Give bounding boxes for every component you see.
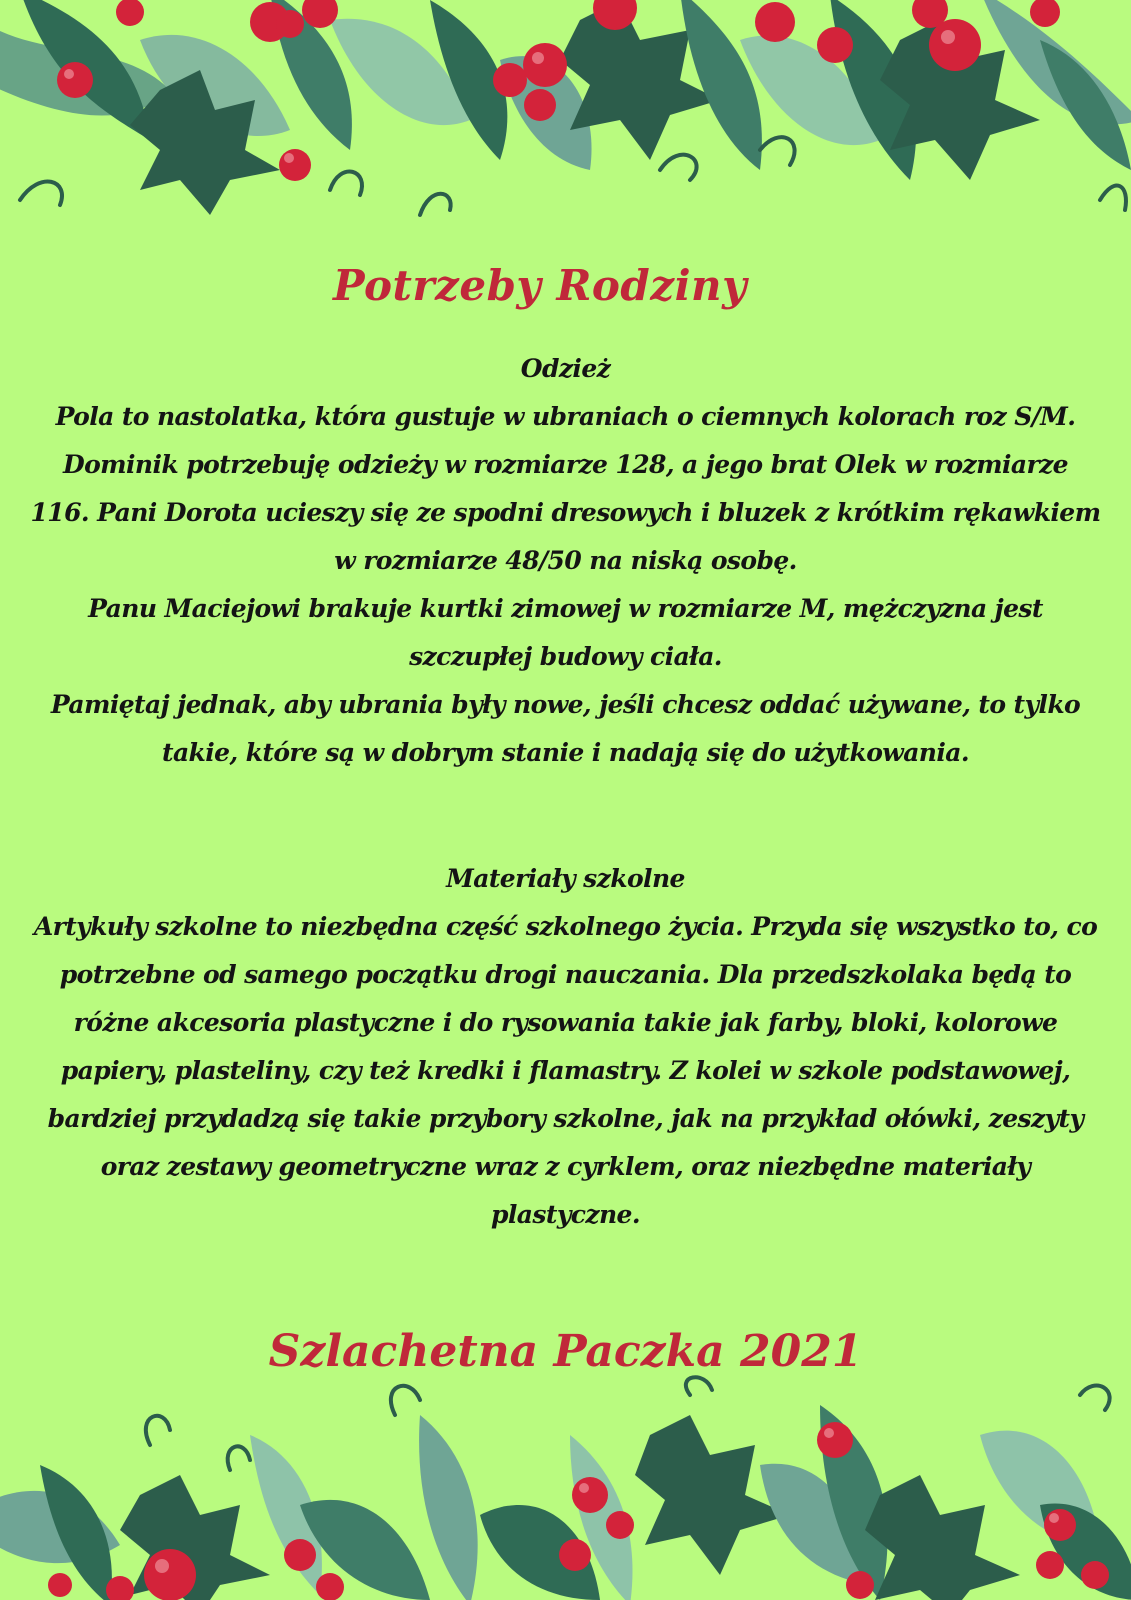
- footer-title: Szlachetna Paczka 2021: [268, 1326, 863, 1377]
- section-clothing: [30, 345, 1101, 777]
- school-supplies-paragraph: Artykuły szkolne to niezbędna część szkolnego życia. Przyda się wszystko to, co potrzebne od samego początku drogi nauczania. Dla przedszkolaka będą to różne akcesoria plastyczne i do rysowania takie jak farby, bloki, kolorowe papiery, plasteliny, czy też kredki i flamastry. Z kolei w szkole podstawowej, bardziej przydadzą się takie przybory szkolne, jak na przykład ołówki, zeszyty oraz zestawy geometryczne wraz z cyrklem, oraz niezbędne materiały plastyczne.: [33, 912, 1098, 1229]
- section-heading-school-supplies: Materiały szkolne: [446, 864, 685, 893]
- clothing-paragraph-note: Pamiętaj jednak, aby ubrania były nowe, jeśli chcesz oddać używane, to tylko takie, które są w dobrym stanie i nadają się do użytkowania.: [50, 690, 1081, 767]
- section-heading-clothing: Odzież: [520, 354, 611, 383]
- holly-garland-bottom: [0, 1375, 1131, 1600]
- holly-stems-bottom: [146, 1377, 1110, 1470]
- holly-garland-top: [0, 0, 1131, 230]
- clothing-paragraph-jacket: Panu Maciejowi brakuje kurtki zimowej w rozmiarze M, mężczyzna jest szczupłej budowy ciała.: [88, 594, 1043, 671]
- page-title: Potrzeby Rodziny: [333, 261, 747, 311]
- section-school-supplies: [30, 855, 1101, 1239]
- clothing-paragraph-sizes: Pola to nastolatka, która gustuje w ubraniach o ciemnych kolorach roz S/M. Dominik potrzebuję odzieży w rozmiarze 128, a jego brat Olek w rozmiarze 116. Pani Dorota ucieszy się ze spodni dresowych i bluzek z krótkim rękawkiem w rozmiarze 48/50 na niską osobę.: [30, 402, 1101, 575]
